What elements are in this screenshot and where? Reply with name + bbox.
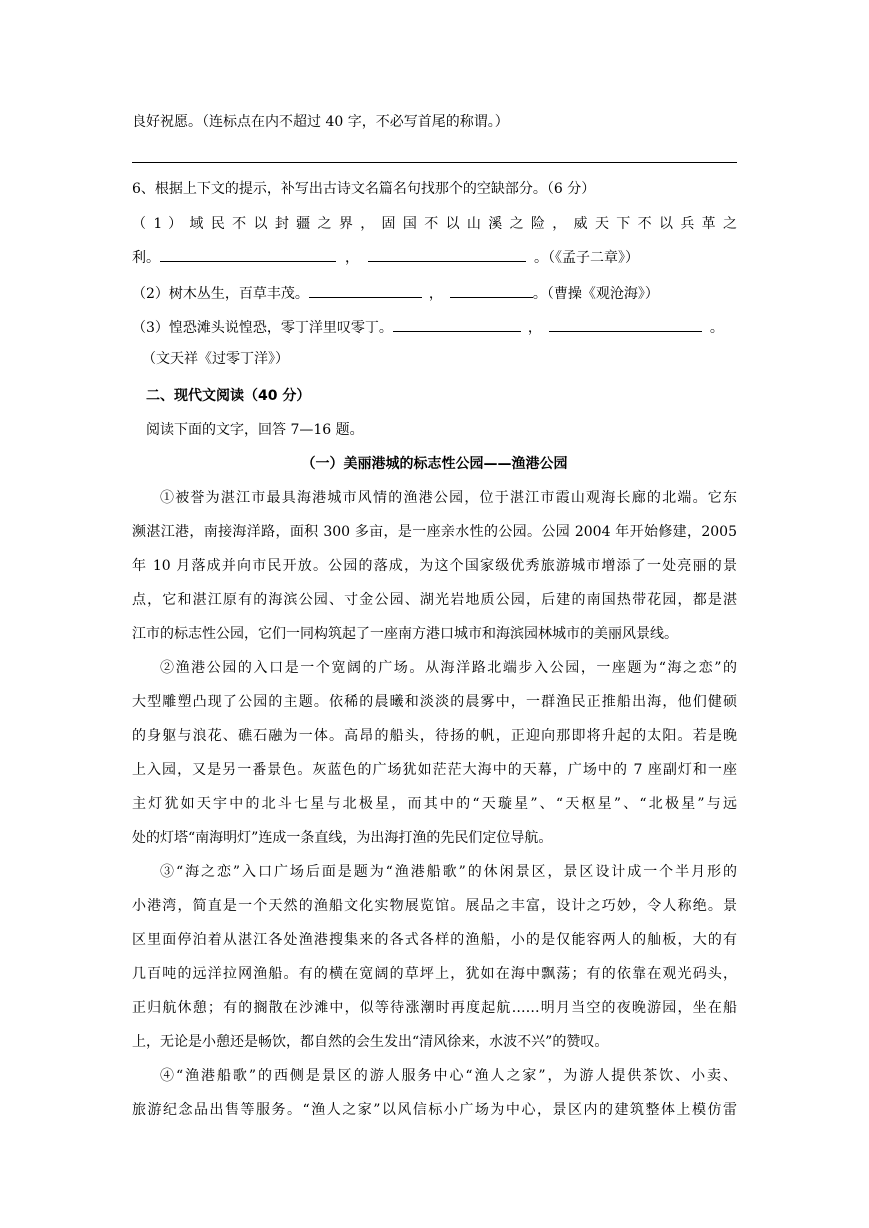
paragraph-line: ④“渔港船歌”的西侧是景区的游人服务中心“渔人之家”，为游人提供茶饮、小卖、 xyxy=(160,1068,737,1084)
fill-blank[interactable] xyxy=(450,283,533,298)
paragraph-line: 的身躯与浪花、礁石融为一体。高昂的船头，待扬的帆，正迎向那即将升起的太阳。若是晚 xyxy=(132,728,737,744)
paragraph-line: ③“海之恋”入口广场后面是题为“渔港船歌”的休闲景区，景区设计成一个半月形的 xyxy=(160,864,737,880)
text-line: 良好祝愿。（连标点在内不超过 40 字，不必写首尾的称谓。） xyxy=(132,114,509,130)
question-6-1-line-2 xyxy=(132,247,737,268)
paragraph-line: 江市的标志性公园，它们一同构筑起了一座南方港口城市和海滨园林城市的美丽风景线。 xyxy=(132,626,678,642)
paragraph-line: 大型雕塑凸现了公园的主题。依稀的晨曦和淡淡的晨雾中，一群渔民正推船出海，他们健硕 xyxy=(132,694,737,710)
paragraph-line: 主灯犹如天宇中的北斗七星与北极星，而其中的“天璇星”、“天枢星”、“北极星”与远 xyxy=(132,796,737,812)
text-comma: ， xyxy=(345,250,359,266)
fill-blank[interactable] xyxy=(309,283,422,298)
question-6-2 xyxy=(132,283,737,304)
paragraph-line: 区里面停泊着从湛江各处渔港搜集来的各式各样的渔船，小的是仅能容两人的舢板，大的有 xyxy=(132,932,737,948)
article-title: （一）美丽港城的标志性公园——渔港公园 xyxy=(301,456,568,472)
fill-blank[interactable] xyxy=(393,317,521,332)
source-citation: 。（曹操《观沧海》） xyxy=(532,286,659,302)
paragraph-line: 几百吨的远洋拉网渔船。有的横在宽阔的草坪上，犹如在海中飘荡；有的依靠在观光码头， xyxy=(132,966,737,982)
paragraph-line: 处的灯塔“南海明灯”连成一条直线，为出海打渔的先民们定位导航。 xyxy=(132,830,553,846)
question-6-1-line-1: （ 1 ） 域 民 不 以 封 疆 之 界 ， 固 国 不 以 山 溪 之 险 ， 威 天 下 不 以 兵 革 之 xyxy=(132,216,737,232)
paragraph-line: 濒湛江港，南接海洋路，面积 300 多亩，是一座亲水性的公园。公园 2004 年开始修建，2005 xyxy=(132,524,737,540)
paragraph-line: ②渔港公园的入口是一个宽阔的广场。从海洋路北端步入公园，一座题为“海之恋”的 xyxy=(160,660,737,676)
fill-blank[interactable] xyxy=(549,317,702,332)
source-citation: （文天祥《过零丁洋》） xyxy=(142,351,289,367)
text-comma: ， xyxy=(428,286,443,302)
paragraph-line: ①被誉为湛江市最具海港城市风情的渔港公园，位于湛江市霞山观海长廊的北端。它东 xyxy=(160,490,737,506)
paragraph-line: 旅游纪念品出售等服务。“渔人之家”以风信标小广场为中心，景区内的建筑整体上模仿雷 xyxy=(132,1102,737,1118)
text-comma: ， xyxy=(527,320,542,336)
paragraph-line: 小港湾，简直是一个天然的渔船文化实物展览馆。展品之丰富，设计之巧妙，令人称绝。景 xyxy=(132,898,737,914)
section-heading: 二、现代文阅读（40 分） xyxy=(146,388,311,404)
paragraph-line: 点，它和湛江原有的海滨公园、寸金公园、湖光岩地质公园，后建的南国热带花园，都是湛 xyxy=(132,592,737,608)
text-period: 。 xyxy=(709,320,724,336)
source-citation: 。（《孟子二章》） xyxy=(534,250,639,266)
paragraph-line: 年 10 月落成并向市民开放。公园的落成，为这个国家级优秀旅游城市增添了一处亮丽的景 xyxy=(132,558,737,574)
paragraph-line: 上，无论是小憩还是畅饮，都自然的会生发出“清风徐来，水波不兴”的赞叹。 xyxy=(132,1034,609,1050)
text-prefix: （2）树木丛生，百草丰茂。 xyxy=(132,286,309,302)
text-prefix: （3）惶恐滩头说惶恐，零丁洋里叹零丁。 xyxy=(132,320,393,336)
question-6-3 xyxy=(132,317,737,338)
fill-blank[interactable] xyxy=(160,247,336,262)
answer-underline xyxy=(132,162,737,163)
paragraph-line: 上入园，又是另一番景色。灰蓝色的广场犹如茫茫大海中的天幕，广场中的 7 座副灯和一座 xyxy=(132,762,737,778)
fill-blank[interactable] xyxy=(368,247,526,262)
question-6-stem: 6、根据上下文的提示，补写出古诗文名篇名句找那个的空缺部分。（6 分） xyxy=(132,181,596,197)
paragraph-line: 正归航休憩；有的搁散在沙滩中，似等待涨潮时再度起航……明月当空的夜晚游园，坐在船 xyxy=(132,1000,737,1016)
reading-instruction: 阅读下面的文字，回答 7—16 题。 xyxy=(146,422,364,438)
text-prefix: 利。 xyxy=(132,250,160,266)
